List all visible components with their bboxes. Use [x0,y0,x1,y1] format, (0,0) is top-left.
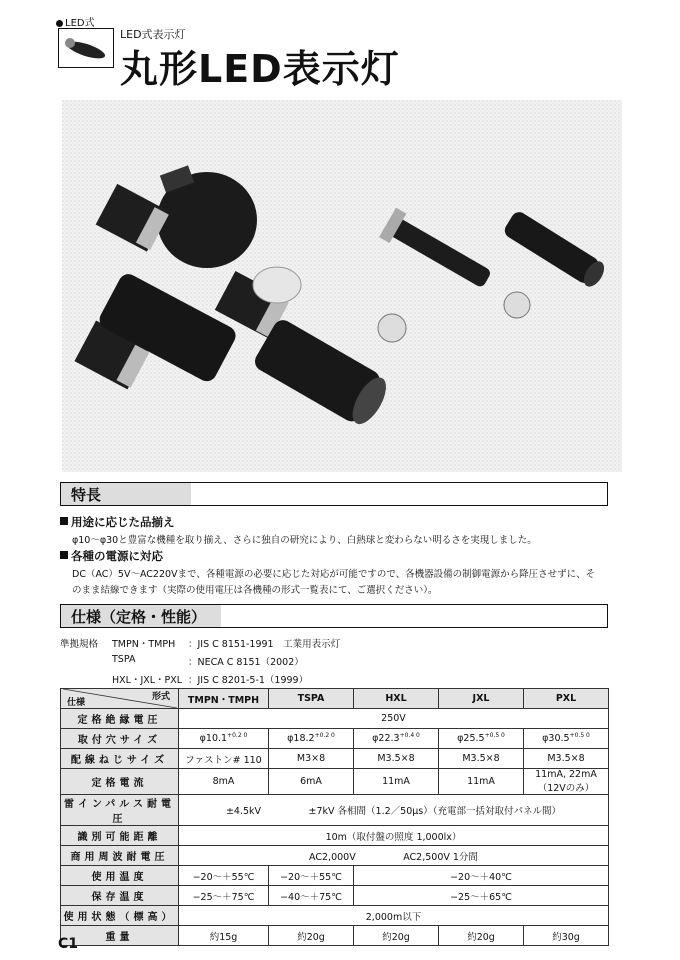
model-header-jxl: JXL [439,689,524,709]
spec-row [61,866,609,886]
spec-cell [179,926,269,946]
standard-text-1: ：JIS C 8151-1991 工業用表示灯 [188,639,341,650]
spec-cell [354,926,439,946]
spec-row-label: 保存温度 [61,886,179,906]
tolerance-sup: +0.5 0 [569,732,590,740]
spec-cell-text: 2,000m以下 [365,911,422,923]
feature-heading-1 [60,514,175,530]
category-label [56,14,95,29]
spec-row [61,729,609,749]
features-section-header [60,482,608,506]
features-title: 特長 [71,486,102,504]
spec-cell [179,749,269,769]
feature-heading-2 [60,548,163,564]
spec-cell-text: 約20g [382,931,410,943]
spec-cell [179,866,269,886]
spec-cell-text: φ25.5 [457,733,485,745]
spec-cell [524,749,609,769]
spec-cell-text: ±4.5kV ±7kV 各相間（1.2／50μs）（充電部一括対取付パネル間） [225,806,562,817]
tolerance-sup: +0.2 0 [227,732,248,740]
spec-cell-text: M3.5×8 [462,753,500,764]
feature-text-2b: のまま結線できます（実際の使用電圧は各機種の形式一覧表にて、ご選択ください）。 [72,585,438,596]
tolerance-sup: +0.4 0 [399,732,420,740]
spec-cell-text: 約20g [467,931,495,943]
spec-table [60,688,609,946]
spec-cell-text: φ22.3 [372,733,400,745]
corner-labels [63,689,176,708]
spec-row [61,826,609,846]
spec-cell [179,729,269,749]
spec-cell-text: −40～＋75℃ [280,891,342,903]
model-header-tmpn: TMPN・TMPH [179,689,269,709]
spec-cell [179,906,609,926]
product-photo [62,100,622,472]
spec-row-label: 配線ねじサイズ [61,749,179,769]
spec-cell-text: 11mA, 22mA（12Vのみ） [535,769,597,794]
feature-heading-text: 用途に応じた品揃え [71,515,175,529]
page-title: 丸形LED表示灯 [120,47,400,91]
spec-cell-text: 約30g [552,931,580,943]
feature-heading-text: 各種の電源に対応 [71,549,163,563]
feature-text-1: φ10～φ30と豊富な機種を取り揃え、さらに独自の研究により、白熱球と変わらない明るさを実現しました。 [72,535,537,546]
spec-cell-text: 11mA [382,776,410,787]
spec-cell-text: 約20g [297,931,325,943]
spec-cell-text: −20～＋40℃ [450,871,512,883]
spec-cell-text: −20～＋55℃ [280,871,342,883]
spec-row [61,846,609,866]
spec-cell-text: −20～＋55℃ [192,871,255,883]
spec-cell [179,886,269,906]
spec-row [61,926,609,946]
spec-cell [269,886,354,906]
page-subtitle: LED式表示灯 [120,28,186,41]
spec-row [61,795,609,826]
spec-cell [439,926,524,946]
spec-cell-text: 8mA [212,776,235,787]
corner-bottom-label: 仕様 [67,698,86,708]
spec-cell [439,729,524,749]
spec-row [61,906,609,926]
spec-cell-text: AC2,000V AC2,500V 1分間 [309,851,478,863]
standards-label: 準拠規格 [60,639,99,650]
spec-row [61,749,609,769]
spec-cell [269,866,354,886]
tolerance-sup: +0.2 0 [314,732,335,740]
spec-cell-text: φ30.5 [542,733,570,745]
spec-cell [524,729,609,749]
spec-cell [179,769,269,795]
spec-cell [439,769,524,795]
spec-corner-cell [61,689,179,709]
spec-cell [354,749,439,769]
spec-cell [439,749,524,769]
spec-row-label: 使用温度 [61,866,179,886]
led-lamp-thumbnail [58,28,114,68]
standard-text-2: ：NECA C 8151（2002） [188,657,304,668]
spec-cell-text: M3.5×8 [547,753,585,764]
spec-cell [354,769,439,795]
spec-cell [354,886,609,906]
spec-cell [269,749,354,769]
standard-text-3: ：JIS C 8201-5-1（1999） [188,675,309,686]
spec-row-label: 識別可能距離 [61,826,179,846]
spec-cell-text: φ10.1 [199,733,228,745]
spec-cell-text: ファストン# 110 [185,754,262,766]
model-header-hxl: HXL [354,689,439,709]
corner-top-label: 形式 [151,692,170,702]
model-header-tspa: TSPA [269,689,354,709]
model-header-pxl: PXL [524,689,609,709]
spec-table-body [61,689,609,946]
spec-cell-text: 6mA [300,776,322,787]
feature-text-2a: DC（AC）5V～AC220Vまで、各種電源の必要に応じた対応が可能ですので、各機器設備の制御電源から降圧させずに、そ [72,569,596,580]
spec-row-label: 定格電流 [61,769,179,795]
spec-cell [524,926,609,946]
spec-cell [179,795,609,826]
spec-row [61,709,609,729]
spec-cell-text: 10m（取付盤の照度 1,000lx） [325,831,462,843]
standard-model-1: TMPN・TMPH [112,639,176,650]
spec-row-label: 使用状態（標高） [61,906,179,926]
spec-row-label: 取付穴サイズ [61,729,179,749]
spec-cell [269,926,354,946]
spec-cell-text: 250V [381,713,406,724]
page-number: C1 [58,936,79,952]
spec-cell [354,729,439,749]
spec-row-label: 重量 [61,926,179,946]
spec-cell-text: M3×8 [296,753,326,764]
spec-row [61,769,609,795]
spec-title: 仕様（定格・性能） [71,608,207,626]
spec-cell [179,709,609,729]
spec-cell-text: 約15g [209,931,238,943]
spec-cell [269,769,354,795]
square-bullet-icon [60,551,68,559]
square-bullet-icon [60,517,68,525]
tolerance-sup: +0.5 0 [484,732,505,740]
spec-row [61,886,609,906]
spec-cell [269,729,354,749]
spec-cell [354,866,609,886]
spec-row-label: 商用周波耐電圧 [61,846,179,866]
spec-cell [179,846,609,866]
spec-section-header [60,604,608,628]
bullet-dot-icon [56,20,63,27]
spec-header-row [61,689,609,709]
spec-cell-text: φ18.2 [287,733,315,745]
spec-cell-text: −25～＋75℃ [192,891,255,903]
spec-cell [524,769,609,795]
spec-cell-text: −25～＋65℃ [450,891,512,903]
spec-cell [179,826,609,846]
standard-model-3: HXL・JXL・PXL [112,675,183,686]
category-text: LED式 [65,18,95,29]
spec-cell-text: 11mA [467,776,495,787]
spec-row-label: 雷インパルス耐電圧 [61,795,179,826]
spec-cell-text: M3.5×8 [377,753,415,764]
standard-model-2: TSPA [112,654,136,665]
spec-row-label: 定格絶縁電圧 [61,709,179,729]
